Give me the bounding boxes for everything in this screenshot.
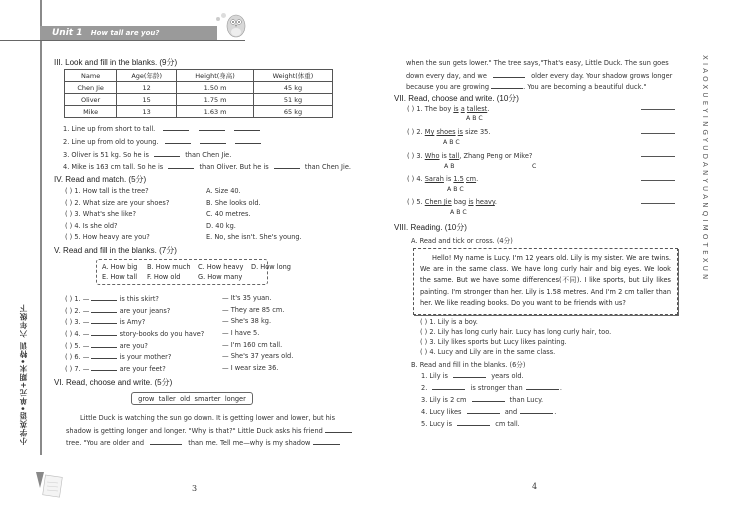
- question-text: 2. Line up from old to young.: [63, 138, 159, 146]
- correction-line[interactable]: [641, 109, 675, 110]
- fill-line: [421, 419, 520, 428]
- underlined-part: tall: [448, 152, 460, 160]
- header-rule: [0, 40, 245, 41]
- option: E. How tall: [102, 273, 138, 281]
- page-number-right: 4: [532, 482, 538, 491]
- underlined-part: My: [424, 128, 435, 136]
- fill-line: [421, 371, 524, 380]
- section-vii-title: VII. Read, choose and write. (10分): [394, 94, 519, 103]
- answer-bracket[interactable]: ( ): [65, 295, 73, 303]
- fill-line: [421, 395, 543, 404]
- underlined-part: Sarah: [424, 175, 444, 183]
- item-text: 2.: [416, 128, 425, 136]
- item-text: is: [439, 152, 449, 160]
- answer-bracket[interactable]: ( ): [420, 318, 428, 326]
- section-viii-title: VIII. Reading. (10分): [394, 223, 467, 232]
- choice-letters: A B C: [443, 139, 460, 146]
- item-number: 7. —: [74, 365, 90, 373]
- fill-text: is stronger than: [470, 384, 523, 392]
- correction-line[interactable]: [641, 203, 675, 204]
- passage-line: [406, 71, 672, 80]
- fill-row: [65, 364, 166, 373]
- answer-blank[interactable]: [491, 82, 523, 89]
- answer-bracket[interactable]: ( ): [65, 187, 73, 195]
- unit-number: Unit 1: [52, 28, 83, 38]
- answer-bracket[interactable]: ( ): [65, 307, 73, 315]
- word-option: smarter: [194, 394, 221, 403]
- word-option: taller: [158, 394, 176, 403]
- question-line: [63, 137, 261, 146]
- answer-bracket[interactable]: ( ): [407, 198, 415, 206]
- match-question: 3. What's she like?: [74, 210, 136, 218]
- passage-text: tree. "You are older and: [66, 439, 145, 447]
- item-text: 1. The boy: [416, 105, 454, 113]
- fill-reply: — I'm 160 cm tall.: [222, 341, 283, 349]
- statement: 3. Lily likes sports but Lucy likes painting.: [429, 338, 567, 346]
- passage-text: down every day, and we: [406, 72, 487, 80]
- answer-blank[interactable]: [457, 419, 490, 426]
- answer-blank[interactable]: [313, 438, 340, 445]
- fill-text: 2.: [421, 384, 428, 392]
- answer-bracket[interactable]: ( ): [407, 152, 415, 160]
- underlined-part: Who: [424, 152, 440, 160]
- item-text: is: [443, 175, 454, 183]
- item-text: 5.: [416, 198, 425, 206]
- question-line: [63, 162, 351, 171]
- item-text: .: [487, 105, 490, 113]
- table-cell: 13: [117, 106, 177, 118]
- tick-item: [420, 318, 478, 326]
- answer-blank[interactable]: [432, 383, 465, 390]
- book-series-vertical-label: 小学英语•单元+期末•特训 六年级下: [19, 303, 28, 445]
- question-text: than Chen Jie.: [304, 163, 351, 171]
- fill-row: [65, 341, 148, 350]
- answer-blank[interactable]: [91, 306, 117, 313]
- statement: 1. Lily is a boy.: [429, 318, 478, 326]
- fill-text: .: [559, 384, 562, 392]
- answer-blank[interactable]: [199, 124, 225, 131]
- word-option: longer: [224, 394, 246, 403]
- item-text: , Zhang Peng or Mike?: [459, 152, 533, 160]
- table-cell: 51 kg: [253, 94, 332, 106]
- table-cell: 15: [117, 94, 177, 106]
- passage-text: . You are becoming a beautiful duck.": [523, 83, 647, 91]
- passage-text: shadow is getting longer and longer. "Why is that?" Little Duck asks his friend: [66, 427, 323, 435]
- table-row: [65, 82, 333, 94]
- question-text: than Oliver. But he is: [199, 163, 269, 171]
- item-text: bag: [451, 198, 469, 206]
- question-line: [63, 124, 260, 133]
- match-answer: E. No, she isn't. She's young.: [206, 233, 302, 241]
- unit-header-bar: [40, 26, 217, 40]
- answer-bracket[interactable]: ( ): [407, 175, 415, 183]
- fill-reply: — It's 35 yuan.: [222, 294, 272, 302]
- tick-item: [420, 338, 567, 346]
- question-text: 1. Line up from short to tall.: [63, 125, 156, 133]
- fill-text: 5. Lucy is: [421, 420, 453, 428]
- table-cell: 45 kg: [253, 82, 332, 94]
- section-iii-title: III. Look and fill in the blanks. (9分): [54, 58, 178, 67]
- part-a-title: A. Read and tick or cross. (4分): [411, 237, 513, 245]
- fill-reply: — I have 5.: [222, 329, 260, 337]
- option: A. How big: [102, 263, 138, 271]
- fill-text: cm tall.: [495, 420, 520, 428]
- table-row: [65, 106, 333, 118]
- match-row: [65, 187, 149, 195]
- fill-row: [65, 317, 145, 326]
- word-option: old: [180, 394, 191, 403]
- item-number: 4. —: [74, 330, 90, 338]
- answer-bracket[interactable]: ( ): [420, 348, 428, 356]
- table-cell: 1.50 m: [177, 82, 254, 94]
- underlined-part: is: [468, 198, 474, 206]
- match-question: 1. How tall is the tree?: [74, 187, 149, 195]
- correction-line[interactable]: [641, 180, 675, 181]
- underlined-part: 1.5: [453, 175, 464, 183]
- match-answer: A. Size 40.: [206, 187, 241, 195]
- choice-letters: A B C: [466, 115, 483, 122]
- table-cell: 12: [117, 82, 177, 94]
- match-row: [65, 233, 150, 241]
- tick-item: [420, 348, 555, 356]
- passage-line: [66, 438, 340, 447]
- correction-line[interactable]: [641, 133, 675, 134]
- word-option: grow: [138, 394, 155, 403]
- table-row: [65, 94, 333, 106]
- fill-reply: — I wear size 36.: [222, 364, 279, 372]
- pinyin-vertical-label: XIAOXUEYINGYUDANYUANQIMOTEXUN: [701, 55, 709, 283]
- fill-row: [65, 306, 170, 315]
- notebook-icon: [34, 470, 64, 500]
- match-row: [65, 210, 136, 218]
- answer-bracket[interactable]: ( ): [65, 210, 73, 218]
- answer-blank[interactable]: [526, 383, 559, 390]
- error-item: [407, 105, 489, 113]
- question-text: 4. Mike is 163 cm tall. So he is: [63, 163, 164, 171]
- passage-line: Little Duck is watching the sun go down. It is getting lower and lower, but his: [80, 414, 336, 422]
- underlined-part: a: [460, 105, 465, 113]
- passage-text: than me. Tell me—why is my shadow: [188, 439, 311, 447]
- options-box: [96, 259, 291, 285]
- reading-passage: Hello! My name is Lucy. I'm 12 years old. Lily is my sister. We are twins. We are in the same class. We have long curly hair and big eyes. We look the same. But we have some differences(不同). I like sports, but Lily likes painting. I'm stronger than her. Lily is 1.58 metres. And I'm 2 cm taller than her. We like reading books. Do you want to be friends with us?: [420, 254, 671, 307]
- passage-line: [66, 426, 352, 435]
- match-row: [65, 222, 118, 230]
- match-answer: D. 40 kg.: [206, 222, 236, 230]
- error-item: [407, 128, 490, 136]
- choice-letter-c: C: [532, 163, 537, 170]
- underlined-part: is: [457, 128, 463, 136]
- option: D. How long: [251, 263, 291, 271]
- statement: 4. Lucy and Lily are in the same class.: [429, 348, 556, 356]
- item-text: .: [494, 198, 497, 206]
- answer-blank[interactable]: [163, 124, 189, 131]
- answer-blank[interactable]: [467, 407, 500, 414]
- table-header: Age(年龄): [117, 70, 177, 82]
- error-item: [407, 198, 497, 206]
- fill-text: than Lucy.: [509, 396, 544, 404]
- part-b-title: B. Read and fill in the blanks. (6分): [411, 361, 526, 369]
- answer-bracket[interactable]: ( ): [65, 199, 73, 207]
- choice-letters: A B: [444, 163, 455, 170]
- match-row: [65, 199, 169, 207]
- item-text: 4.: [416, 175, 425, 183]
- fill-text: and: [504, 408, 518, 416]
- fill-question: are your jeans?: [119, 307, 171, 315]
- table-cell: Oliver: [65, 94, 117, 106]
- fill-question: is Amy?: [119, 318, 146, 326]
- match-answer: B. She looks old.: [206, 199, 261, 207]
- fill-reply: — They are 85 cm.: [222, 306, 285, 314]
- table-header: Weight(体重): [253, 70, 332, 82]
- section-iv-title: IV. Read and match. (5分): [54, 175, 147, 184]
- fill-line: [421, 383, 562, 392]
- item-number: 6. —: [74, 353, 90, 361]
- answer-bracket[interactable]: ( ): [407, 105, 415, 113]
- table-header: Name: [65, 70, 117, 82]
- answer-blank[interactable]: [150, 438, 182, 445]
- item-number: 2. —: [74, 307, 90, 315]
- underlined-part: is: [453, 105, 459, 113]
- fill-question: story-books do you have?: [119, 330, 205, 338]
- answer-bracket[interactable]: ( ): [420, 328, 428, 336]
- reading-passage-box: [413, 248, 678, 315]
- answer-bracket[interactable]: ( ): [65, 233, 73, 241]
- fill-row: [65, 294, 159, 303]
- underlined-part: cm: [466, 175, 477, 183]
- correction-line[interactable]: [641, 156, 675, 157]
- table-cell: 65 kg: [253, 106, 332, 118]
- item-text: .: [476, 175, 479, 183]
- answer-blank[interactable]: [91, 352, 117, 359]
- match-question: 2. What size are your shoes?: [74, 199, 170, 207]
- unit-title: How tall are you?: [90, 29, 160, 37]
- word-bank-box: [131, 392, 253, 405]
- section-v-title: V. Read and fill in the blanks. (7分): [54, 246, 177, 255]
- answer-bracket[interactable]: ( ): [420, 338, 428, 346]
- fill-row: [65, 352, 171, 361]
- fill-text: 3. Lily is 2 cm: [421, 396, 467, 404]
- option: F. How old: [147, 273, 181, 281]
- fill-question: is your mother?: [119, 353, 172, 361]
- error-item: [407, 175, 478, 183]
- answer-blank[interactable]: [200, 137, 226, 144]
- answer-blank[interactable]: [91, 364, 117, 371]
- option: G. How many: [198, 273, 243, 281]
- underlined-part: tallest: [466, 105, 488, 113]
- answer-blank[interactable]: [91, 341, 117, 348]
- item-text: 3.: [416, 152, 425, 160]
- answer-bracket[interactable]: ( ): [65, 318, 73, 326]
- question-text: than Chen Jie.: [185, 151, 232, 159]
- table-cell: 1.63 m: [177, 106, 254, 118]
- fill-question: are your feet?: [119, 365, 166, 373]
- item-number: 3. —: [74, 318, 90, 326]
- fill-reply: — She's 37 years old.: [222, 352, 294, 360]
- passage-line: [406, 82, 647, 91]
- answer-blank[interactable]: [234, 124, 260, 131]
- answer-bracket[interactable]: ( ): [65, 222, 73, 230]
- question-text: 3. Oliver is 51 kg. So he is: [63, 151, 149, 159]
- answer-blank[interactable]: [91, 317, 117, 324]
- fill-row: [65, 329, 204, 338]
- fill-text: 1. Lily is: [421, 372, 448, 380]
- page-number-left: 3: [192, 484, 198, 493]
- passage-line: when the sun gets lower." The tree says,"That's easy, Little Duck. The sun goes: [406, 59, 669, 67]
- answer-blank[interactable]: [165, 137, 191, 144]
- answer-blank[interactable]: [235, 137, 261, 144]
- answer-blank[interactable]: [472, 395, 505, 402]
- answer-blank[interactable]: [520, 407, 553, 414]
- answer-blank[interactable]: [325, 426, 352, 433]
- statement: 2. Lily has long curly hair. Lucy has long curly hair, too.: [429, 328, 612, 336]
- answer-blank[interactable]: [91, 294, 117, 301]
- answer-blank[interactable]: [493, 71, 525, 78]
- match-question: 5. How heavy are you?: [74, 233, 150, 241]
- answer-blank[interactable]: [274, 162, 300, 169]
- table-header: Height(身高): [177, 70, 254, 82]
- answer-bracket[interactable]: ( ): [65, 353, 73, 361]
- match-question: 4. Is she old?: [74, 222, 118, 230]
- underlined-part: shoes: [436, 128, 456, 136]
- question-line: [63, 150, 231, 159]
- passage-text: older every day. Your shadow grows longer: [531, 72, 673, 80]
- answer-blank[interactable]: [91, 329, 117, 336]
- answer-bracket[interactable]: ( ): [65, 342, 73, 350]
- table-cell: 1.75 m: [177, 94, 254, 106]
- fill-question: is this skirt?: [119, 295, 159, 303]
- fill-line: [421, 407, 556, 416]
- section-vi-title: VI. Read, choose and write. (5分): [54, 378, 173, 387]
- item-number: 1. —: [74, 295, 90, 303]
- binding-spine-line: [40, 0, 42, 455]
- passage-text: because you are growing: [406, 83, 490, 91]
- answer-blank[interactable]: [168, 162, 194, 169]
- answer-blank[interactable]: [453, 371, 486, 378]
- fill-text: years old.: [491, 372, 524, 380]
- student-info-table: [64, 69, 333, 118]
- mascot-owl-icon: [226, 12, 246, 38]
- choice-letters: A B C: [450, 209, 467, 216]
- fill-text: 4. Lucy likes: [421, 408, 462, 416]
- fill-text: .: [554, 408, 557, 416]
- underlined-part: heavy: [475, 198, 495, 206]
- error-item: [407, 152, 532, 160]
- bubble-dot-icon: [216, 17, 220, 21]
- answer-bracket[interactable]: ( ): [407, 128, 415, 136]
- match-answer: C. 40 metres.: [206, 210, 251, 218]
- table-header-row: [65, 70, 333, 82]
- answer-bracket[interactable]: ( ): [65, 365, 73, 373]
- option: B. How much: [147, 263, 191, 271]
- item-text: size 35.: [462, 128, 491, 136]
- choice-letters: A B C: [447, 186, 464, 193]
- underlined-part: Chen Jie: [424, 198, 452, 206]
- fill-question: are you?: [119, 342, 148, 350]
- item-number: 5. —: [74, 342, 90, 350]
- answer-bracket[interactable]: ( ): [65, 330, 73, 338]
- option: C. How heavy: [198, 263, 244, 271]
- fill-reply: — She's 38 kg.: [222, 317, 272, 325]
- answer-blank[interactable]: [154, 150, 180, 157]
- tick-item: [420, 328, 611, 336]
- table-cell: Mike: [65, 106, 117, 118]
- table-cell: Chen Jie: [65, 82, 117, 94]
